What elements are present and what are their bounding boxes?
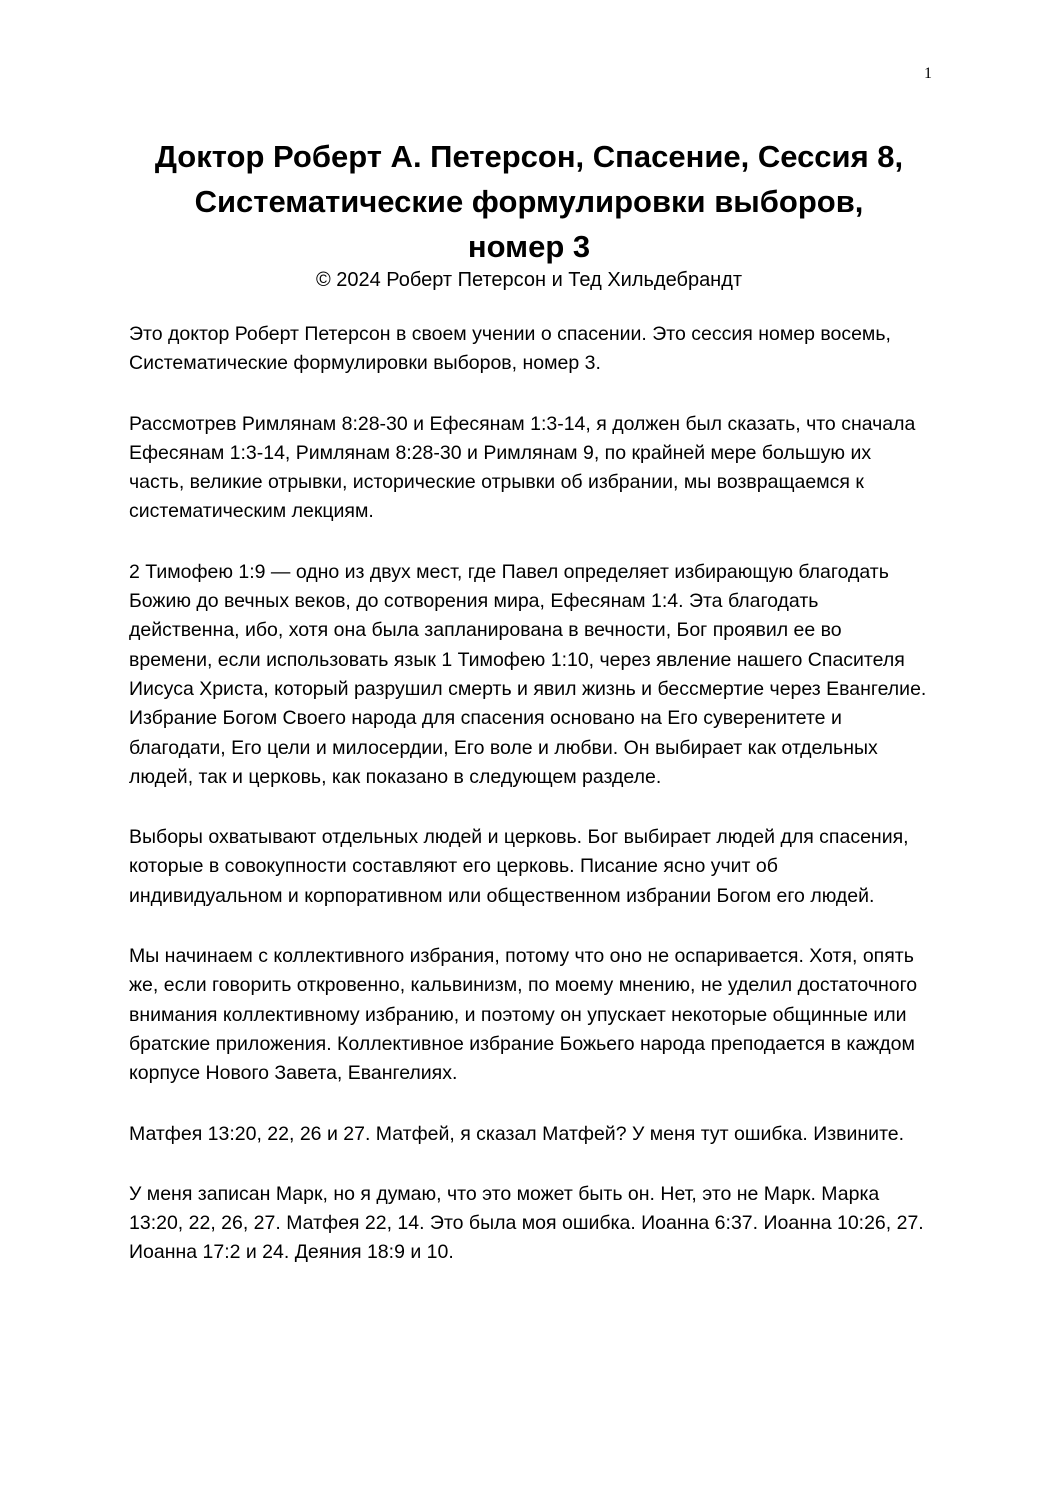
page-number: 1 xyxy=(924,65,932,82)
title-line-1: Доктор Роберт А. Петерсон, Спасение, Сессия 8, xyxy=(154,139,904,174)
paragraph: Мы начинаем с коллективного избрания, потому что оно не оспаривается. Хотя, опять же, если говорить откровенно, кальвинизм, по моему мнению, не уделил достаточного внимания коллективному избранию, и поэтому он упускает некоторые общинные или братские приложения. Коллективное избрание Божьего народа преподается в каждом корпусе Нового Завета, Евангелиях. xyxy=(129,945,918,1085)
title-line-3: номер 3 xyxy=(467,229,591,264)
paragraph: Выборы охватывают отдельных людей и церковь. Бог выбирает людей для спасения, которые в совокупности составляют его церковь. Писание ясно учит об индивидуальном и корпоративном или общественном избрании Богом его людей. xyxy=(129,826,909,907)
title-line-2: Систематические формулировки выборов, xyxy=(194,184,864,219)
paragraph: Матфея 13:20, 22, 26 и 27. Матфей, я сказал Матфей? У меня тут ошибка. Извините. xyxy=(129,1122,905,1145)
paragraph: Рассмотрев Римлянам 8:28-30 и Ефесянам 1:3-14, я должен был сказать, что сначала Ефесянам 1:3-14, Римлянам 8:28-30 и Римлянам 9, по крайней мере большую их часть, великие отрывки, исторические отрывки об избрании, мы возвращаемся к систематическим лекциям. xyxy=(129,412,916,523)
paragraph: У меня записан Марк, но я думаю, что это может быть он. Нет, это не Марк. Марка 13:20, 22, 26, 27. Матфея 22, 14. Это была моя ошибка. Иоанна 6:37. Иоанна 10:26, 27. Иоанна 17:2 и 24. Деяния 18:9 и 10. xyxy=(129,1182,924,1264)
document-title xyxy=(100,134,958,269)
copyright-notice: © 2024 Роберт Петерсон и Тед Хильдебрандт xyxy=(315,269,743,291)
paragraph: Это доктор Роберт Петерсон в своем учении о спасении. Это сессия номер восемь, Систематические формулировки выборов, номер 3. xyxy=(129,323,891,375)
paragraph: 2 Тимофею 1:9 — одно из двух мест, где Павел определяет избирающую благодать Божию до вечных веков, до сотворения мира, Ефесянам 1:4. Эта благодать действенна, ибо, хотя она была запланирована в вечности, Бог проявил ее во времени, если использовать язык 1 Тимофею 1:10, через явление нашего Спасителя Иисуса Христа, который разрушил смерть и явил жизнь и бессмертие через Евангелие. Избрание Богом Своего народа для спасения основано на Его суверенитете и благодати, Его цели и милосердии, Его воле и любви. Он выбирает как отдельных людей, так и церковь, как показано в следующем разделе. xyxy=(129,560,927,788)
document-body xyxy=(129,320,929,1299)
